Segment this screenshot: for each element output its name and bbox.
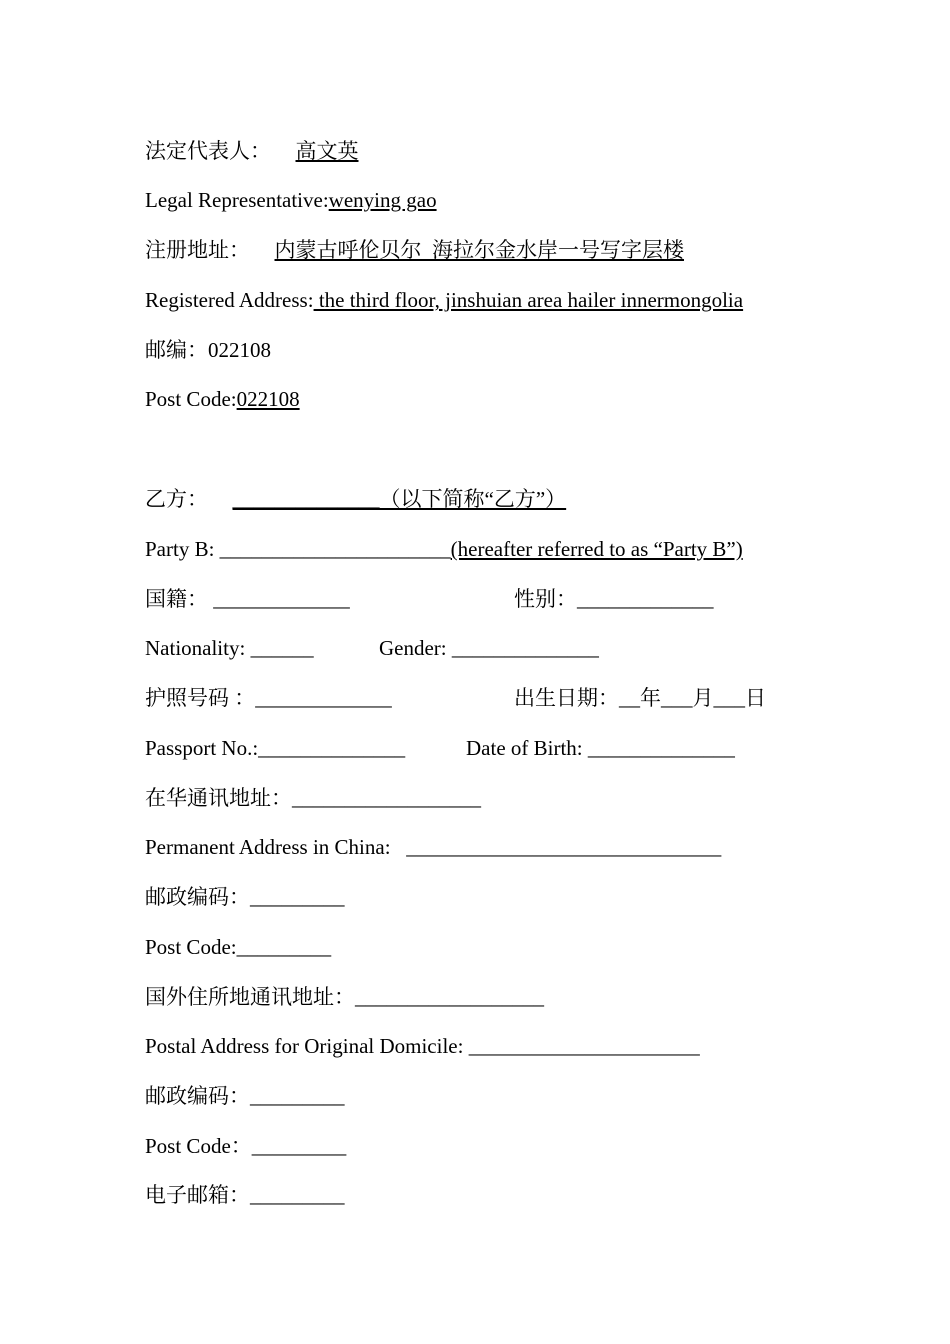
birth-en[interactable]: Date of Birth: ______________ xyxy=(466,736,735,760)
passport-cn[interactable]: 护照号码 ：_____________ xyxy=(145,686,392,710)
nationality-cn[interactable]: 国籍： _____________ xyxy=(145,587,350,611)
address-en-value: the third floor, jinshuian area hailer innermongolia xyxy=(313,288,744,312)
postcode-en-line xyxy=(145,386,300,412)
legal-rep-cn-line xyxy=(145,138,359,164)
address-en-line xyxy=(145,287,743,313)
address-cn-line xyxy=(145,237,684,263)
gender-cn[interactable]: 性别：_____________ xyxy=(514,587,714,611)
postcode1-en[interactable]: Post Code:_________ xyxy=(145,935,332,959)
legal-rep-en-label: Legal Representative: xyxy=(145,188,329,212)
postcode2-cn[interactable]: 邮政编码：_________ xyxy=(145,1084,345,1108)
passport-en[interactable]: Passport No.:______________ xyxy=(145,736,406,760)
party-b-en-suffix: (hereafter referred to as “Party B”) xyxy=(450,537,743,561)
email-cn[interactable]: 电子邮箱：_________ xyxy=(145,1183,345,1207)
nationality-en[interactable]: Nationality: ______ xyxy=(145,636,314,660)
foreign-address-cn[interactable]: 国外住所地通讯地址：__________________ xyxy=(145,985,544,1009)
foreign-address-en[interactable]: Postal Address for Original Domicile: ______________________ xyxy=(145,1034,700,1058)
legal-rep-cn-value: 高文英 xyxy=(295,139,359,163)
party-b-cn-line xyxy=(145,486,566,512)
china-address-en[interactable]: Permanent Address in China: ______________________________ xyxy=(145,835,722,859)
legal-rep-en-value: wenying gao xyxy=(328,188,437,212)
party-b-cn-label: 乙方： xyxy=(145,487,208,511)
party-b-en-blank[interactable]: ______________________ xyxy=(219,537,451,561)
address-en-label: Registered Address: xyxy=(145,288,314,312)
postcode1-cn[interactable]: 邮政编码：_________ xyxy=(145,885,345,909)
postcode-cn: 邮编：022108 xyxy=(145,338,271,362)
address-cn-value: 内蒙古呼伦贝尔 海拉尔金水岸一号写字层楼 xyxy=(274,238,684,262)
birth-cn[interactable]: 出生日期：__年___月___日 xyxy=(514,686,766,710)
legal-rep-cn-label: 法定代表人： xyxy=(145,139,271,163)
party-b-en-label: Party B: xyxy=(145,537,220,561)
gender-en[interactable]: Gender: ______________ xyxy=(379,636,599,660)
legal-rep-en-line xyxy=(145,187,437,213)
party-b-cn-value: ______________（以下简称“乙方”） xyxy=(232,487,567,511)
party-b-en-line xyxy=(145,536,743,562)
china-address-cn[interactable]: 在华通讯地址：__________________ xyxy=(145,786,481,810)
address-cn-label: 注册地址： xyxy=(145,238,250,262)
postcode-en-label: Post Code: xyxy=(145,387,237,411)
postcode2-en[interactable]: Post Code：_________ xyxy=(145,1134,347,1158)
postcode-en-value: 022108 xyxy=(236,387,300,411)
